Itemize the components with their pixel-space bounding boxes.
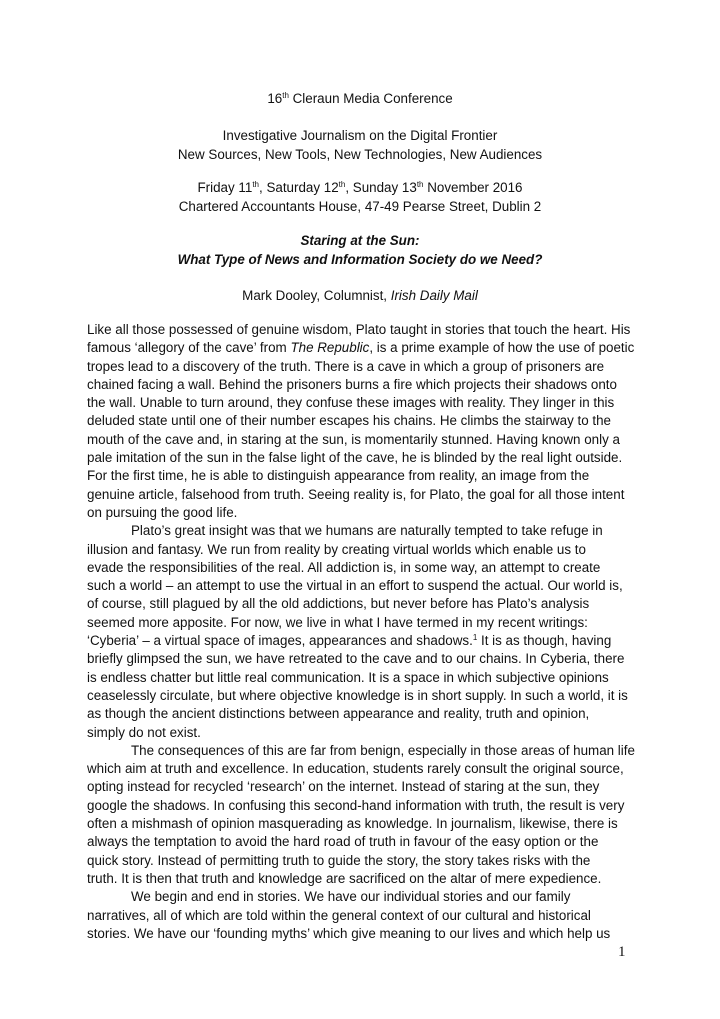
footnote-marker[interactable]: 1: [472, 633, 478, 643]
conference-theme: Investigative Journalism on the Digital Frontier: [222, 128, 498, 143]
text-run: It is as though, having: [477, 633, 612, 649]
paragraph-line: The consequences of this are far from benign, especially in those areas of human life: [131, 742, 635, 758]
paragraph-line: simply do not exist.: [87, 724, 201, 740]
text-run: famous ‘allegory of the cave’ from: [87, 340, 291, 356]
date-saturday: , Saturday 12: [259, 180, 339, 195]
paper-title-main: Staring at the Sun:: [300, 233, 420, 248]
paragraph-line: quick story. Instead of permitting truth to guide the story, the story takes risks with the: [87, 852, 591, 868]
paragraph-line: often a mishmash of opinion masquerading as knowledge. In journalism, likewise, there is: [87, 816, 618, 832]
paragraph-line: For the first time, he is able to distinguish appearance from reality, an image from the: [87, 468, 590, 484]
conference-venue: Chartered Accountants House, 47-49 Pearse Street, Dublin 2: [178, 199, 542, 214]
author-name: Mark Dooley, Columnist,: [242, 288, 391, 303]
paragraph-line: briefly glimpsed the sun, we have retreated to the cave and to our chains. In Cyberia, there: [87, 651, 625, 667]
paragraph-line: [87, 632, 643, 650]
paragraph-line: ceaselessly circulate, but where objective knowledge is in short supply. In such a world, it is: [87, 687, 628, 703]
ordinal-suffix: th: [416, 180, 424, 189]
conference-number: 16: [267, 91, 283, 106]
text-run: ‘Cyberia’ – a virtual space of images, appearances and shadows.: [87, 633, 473, 649]
ordinal-suffix: th: [252, 180, 259, 189]
paragraph-line: always the temptation to avoid the hard road of truth in favour of the easy option or the: [87, 834, 599, 850]
ordinal-suffix: th: [338, 180, 346, 189]
paragraph-line: the wall. Unable to turn around, they confuse these images with reality. They linger in this: [87, 395, 615, 411]
conference-tagline: New Sources, New Tools, New Technologies, New Audiences: [177, 147, 543, 162]
paragraph-line: Plato’s great insight was that we humans are naturally tempted to take refuge in: [131, 523, 603, 539]
ordinal-suffix: th: [282, 91, 289, 100]
conference-dates: [0, 178, 720, 197]
paragraph-line: illusion and fantasy. We run from reality by creating virtual worlds which enable us to: [87, 541, 586, 557]
paragraph-line: opting instead for recycled ‘research’ on the internet. Instead of staring at the sun, they: [87, 779, 600, 795]
paragraph-line: pale imitation of the sun in the false light of the cave, he is blinded by the real light outside.: [87, 450, 623, 466]
paragraph-line: narratives, all of which are told within the general context of our cultural and historical: [87, 907, 591, 923]
conference-subtitle: [0, 126, 720, 164]
paragraph-line: Like all those possessed of genuine wisdom, Plato taught in stories that touch the heart. His: [87, 322, 631, 337]
date-sunday: , Sunday 13: [345, 180, 417, 195]
paragraph-line: deluded state until one of their number escapes his chains. He climbs the stairway to the: [87, 413, 612, 429]
conference-details: [0, 178, 720, 216]
paragraph-line: of course, still plagued by all the old addictions, but never before has Plato’s analysis: [87, 596, 590, 612]
paragraph-line: which aim at truth and excellence. In education, students rarely consult the original source,: [87, 761, 624, 777]
paragraph-line: genuine article, falsehood from truth. Seeing reality is, for Plato, the goal for all those intent: [87, 486, 625, 502]
paper-title: [0, 231, 720, 269]
author-publication: Irish Daily Mail: [390, 288, 478, 303]
paragraph-line: tropes lead to a discovery of the truth. There is a cave in which a group of prisoners are: [87, 358, 605, 374]
date-month-year: November 2016: [423, 180, 523, 195]
paper-title-sub: What Type of News and Information Society do we Need?: [177, 252, 543, 267]
paragraph-line: google the shadows. In confusing this second-hand information with truth, the result is very: [87, 797, 625, 813]
paragraph-line: is endless chatter but little real communication. It is a space in which subjective opinions: [87, 669, 609, 685]
page-number: 1: [618, 944, 626, 960]
paragraph-line: stories. We have our ‘founding myths’ which give meaning to our lives and which help us: [87, 925, 611, 941]
paragraph-line: We begin and end in stories. We have our individual stories and our family: [131, 889, 571, 905]
paragraph-line: mouth of the cave and, in staring at the sun, is momentarily stunned. Having known only a: [87, 431, 620, 447]
paragraph-line: such a world – an attempt to use the virtual in an effort to suspend the actual. Our world is,: [87, 578, 623, 594]
paragraph-line: [87, 339, 643, 357]
paragraph-line: chained facing a wall. Behind the prisoners burns a fire which projects their shadows onto: [87, 376, 617, 392]
paragraph-line: as though the ancient distinctions between appearance and reality, truth and opinion,: [87, 706, 590, 722]
body-text: [87, 321, 643, 943]
paragraph-line: seemed more apposite. For now, we live in what I have termed in my recent writings:: [87, 614, 588, 630]
book-title: The Republic: [290, 340, 370, 356]
paragraph-line: on pursuing the good life.: [87, 504, 238, 520]
conference-title: [0, 89, 720, 108]
text-run: , is a prime example of how the use of poetic: [369, 340, 635, 356]
author-line: [0, 286, 720, 305]
date-friday: Friday 11: [197, 180, 253, 195]
paragraph-line: evade the responsibilities of the real. All addiction is, in some way, an attempt to create: [87, 559, 601, 575]
conference-name: Cleraun Media Conference: [288, 91, 453, 106]
paragraph-line: truth. It is then that truth and knowledge are sacrificed on the altar of mere expedience.: [87, 870, 602, 886]
